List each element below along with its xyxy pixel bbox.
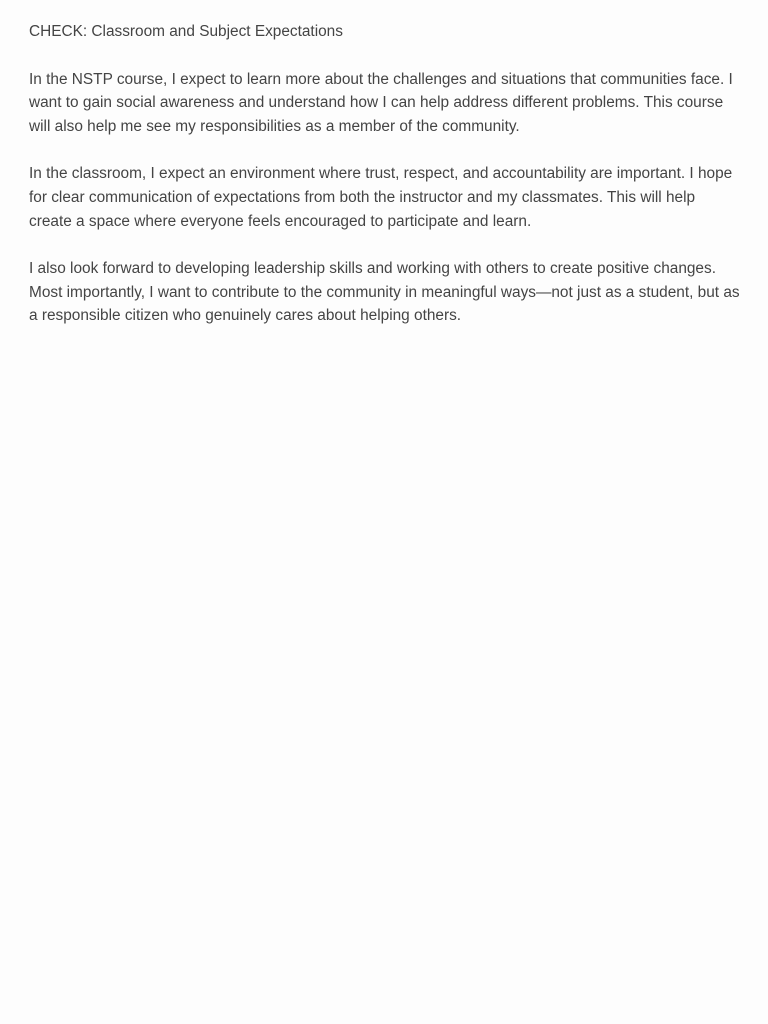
- paragraph-leadership: I also look forward to developing leadership skills and working with others to create positive changes. Most importantly, I want to contribute to the community in meaningful ways—not just as a student, but as a responsible citizen who genuinely cares about helping others.: [29, 259, 740, 325]
- document-heading: CHECK: Classroom and Subject Expectations: [29, 23, 343, 40]
- paragraph-nstp-course: In the NSTP course, I expect to learn more about the challenges and situations that communities face. I want to gain social awareness and understand how I can help address different problems. This course will also help me see my responsibilities as a member of the community.: [29, 70, 733, 136]
- paragraph-classroom: In the classroom, I expect an environment where trust, respect, and accountability are important. I hope for clear communication of expectations from both the instructor and my classmates. This will help create a space where everyone feels encouraged to participate and learn.: [29, 165, 733, 230]
